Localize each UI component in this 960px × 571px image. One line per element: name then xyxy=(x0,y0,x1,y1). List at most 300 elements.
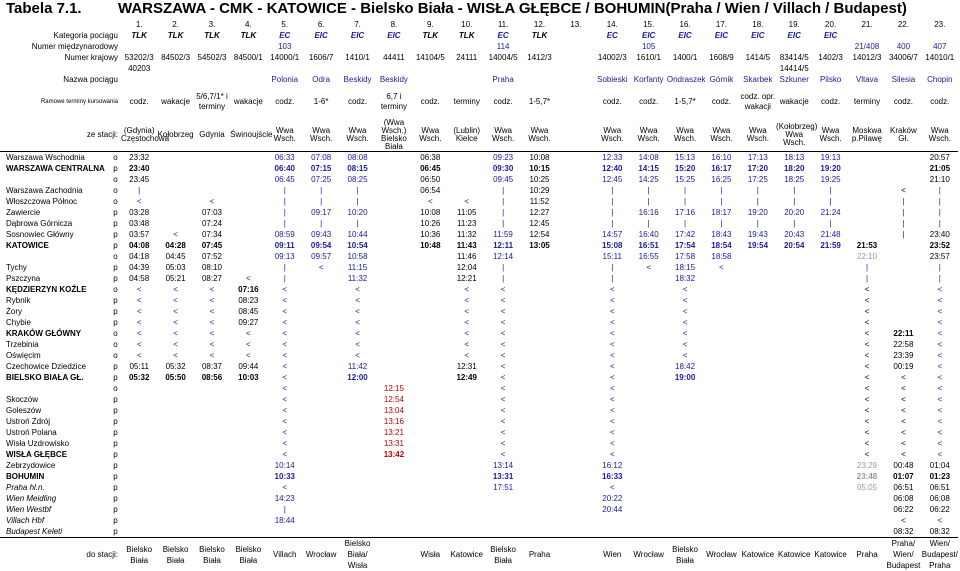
time-cell xyxy=(121,493,157,504)
time-cell: < xyxy=(267,383,303,394)
time-cell: 11:42 xyxy=(339,361,375,372)
cell xyxy=(194,41,230,52)
time-cell xyxy=(812,394,848,405)
time-cell: 08:23 xyxy=(230,295,266,306)
time-cell: | xyxy=(776,185,812,196)
cell: EIC xyxy=(667,30,703,41)
cell: TLK xyxy=(194,30,230,41)
cell xyxy=(412,74,448,85)
time-cell xyxy=(303,526,339,538)
arr-dep-mark: p xyxy=(110,526,121,538)
time-cell xyxy=(630,350,666,361)
time-cell xyxy=(740,295,776,306)
cell xyxy=(230,41,266,52)
time-cell xyxy=(157,416,193,427)
cell xyxy=(521,63,557,74)
time-cell: | xyxy=(922,196,958,207)
time-cell xyxy=(485,504,521,515)
time-cell: 04:45 xyxy=(157,251,193,262)
time-cell xyxy=(703,295,739,306)
time-cell: | xyxy=(776,218,812,229)
time-cell: 06:50 xyxy=(412,174,448,185)
time-cell xyxy=(303,339,339,350)
station-name: Sosnowiec Główny xyxy=(0,229,110,240)
time-cell xyxy=(376,284,412,295)
schedule-row xyxy=(0,91,958,113)
cell: 1610/1 xyxy=(630,52,666,63)
arr-dep-mark: p xyxy=(110,449,121,460)
destination-cell: Bielsko Biała/ Wisła xyxy=(339,538,375,571)
station-row xyxy=(0,284,958,295)
time-cell: 16:51 xyxy=(630,240,666,251)
time-cell: < xyxy=(194,339,230,350)
time-cell: | xyxy=(849,262,885,273)
time-cell: | xyxy=(922,262,958,273)
time-cell xyxy=(812,306,848,317)
time-cell: 17:42 xyxy=(667,229,703,240)
cell: Moskwa p.Pilawę xyxy=(849,119,885,152)
time-cell xyxy=(630,471,666,482)
destination-cell: Wrocław xyxy=(630,538,666,571)
cell xyxy=(157,63,193,74)
time-cell xyxy=(558,328,594,339)
time-cell xyxy=(157,526,193,538)
time-cell: 07:45 xyxy=(194,240,230,251)
time-cell xyxy=(703,306,739,317)
time-cell: < xyxy=(267,405,303,416)
time-cell: 06:54 xyxy=(412,185,448,196)
time-cell xyxy=(667,394,703,405)
station-name: KATOWICE xyxy=(0,240,110,251)
time-cell xyxy=(412,482,448,493)
station-row xyxy=(0,317,958,328)
time-cell: 18:42 xyxy=(667,361,703,372)
time-cell: 13:31 xyxy=(376,438,412,449)
time-cell: 19:20 xyxy=(740,207,776,218)
cell: 84502/3 xyxy=(157,52,193,63)
time-cell: | xyxy=(703,185,739,196)
time-cell: | xyxy=(885,218,921,229)
time-cell xyxy=(776,306,812,317)
time-cell xyxy=(703,449,739,460)
time-cell xyxy=(594,526,630,538)
cell xyxy=(521,41,557,52)
time-cell xyxy=(412,251,448,262)
time-cell xyxy=(121,427,157,438)
time-cell: 04:08 xyxy=(121,240,157,251)
time-cell: | xyxy=(267,196,303,207)
time-cell xyxy=(303,383,339,394)
time-cell: 07:25 xyxy=(303,174,339,185)
time-cell: < xyxy=(194,317,230,328)
time-cell: 13:16 xyxy=(376,416,412,427)
time-cell: < xyxy=(303,262,339,273)
time-cell: 03:48 xyxy=(121,218,157,229)
cell: 83414/5 xyxy=(776,52,812,63)
cell: codz. opr. wakacji xyxy=(740,91,776,113)
time-cell: < xyxy=(849,416,885,427)
time-cell: < xyxy=(449,350,485,361)
time-cell: 15:11 xyxy=(594,251,630,262)
time-cell: < xyxy=(667,295,703,306)
time-cell: 04:58 xyxy=(121,273,157,284)
time-cell xyxy=(630,383,666,394)
time-cell xyxy=(812,361,848,372)
time-cell: < xyxy=(339,284,375,295)
time-cell: 18:43 xyxy=(703,229,739,240)
station-row xyxy=(0,471,958,482)
column-number: 8. xyxy=(376,19,412,30)
time-cell: < xyxy=(922,394,958,405)
time-cell xyxy=(849,526,885,538)
time-cell xyxy=(703,405,739,416)
time-cell xyxy=(449,152,485,164)
cell xyxy=(376,63,412,74)
time-cell xyxy=(703,317,739,328)
time-cell xyxy=(194,493,230,504)
time-cell: < xyxy=(594,339,630,350)
time-cell: | xyxy=(922,207,958,218)
column-number: 4. xyxy=(230,19,266,30)
time-cell xyxy=(740,427,776,438)
time-cell: 09:17 xyxy=(303,207,339,218)
station-name: WISŁA GŁĘBCE xyxy=(0,449,110,460)
time-cell: 12:11 xyxy=(485,240,521,251)
station-row xyxy=(0,262,958,273)
cell: Vltava xyxy=(849,74,885,85)
time-cell: | xyxy=(267,218,303,229)
time-cell: | xyxy=(740,185,776,196)
time-cell: 05:11 xyxy=(121,361,157,372)
cell xyxy=(558,63,594,74)
time-cell: < xyxy=(594,372,630,383)
time-cell: 18:17 xyxy=(703,207,739,218)
time-cell: 22:58 xyxy=(885,339,921,350)
time-cell xyxy=(740,416,776,427)
time-cell xyxy=(412,449,448,460)
cell: codz. xyxy=(485,91,521,113)
cell: 1402/3 xyxy=(812,52,848,63)
time-cell: < xyxy=(922,361,958,372)
time-cell xyxy=(812,438,848,449)
time-cell xyxy=(740,383,776,394)
time-cell xyxy=(230,449,266,460)
time-cell xyxy=(376,306,412,317)
time-cell: 08:32 xyxy=(885,526,921,538)
time-cell xyxy=(412,405,448,416)
time-cell: 18:20 xyxy=(776,163,812,174)
time-cell: | xyxy=(267,504,303,515)
time-cell xyxy=(194,515,230,526)
time-cell xyxy=(630,460,666,471)
time-cell: | xyxy=(667,218,703,229)
station-name: KRAKÓW GŁÓWNY xyxy=(0,328,110,339)
time-cell xyxy=(521,306,557,317)
time-cell: 16:40 xyxy=(630,229,666,240)
time-cell: < xyxy=(922,295,958,306)
arr-dep-mark: o xyxy=(110,328,121,339)
time-cell xyxy=(703,526,739,538)
column-number: 1. xyxy=(121,19,157,30)
station-name: Budapest Keleti xyxy=(0,526,110,538)
cell: Wwa Wsch. xyxy=(339,119,375,152)
time-cell: 00:48 xyxy=(885,460,921,471)
cell xyxy=(885,63,921,74)
time-cell: < xyxy=(485,306,521,317)
time-cell xyxy=(449,438,485,449)
time-cell xyxy=(376,361,412,372)
time-cell xyxy=(740,504,776,515)
time-cell xyxy=(339,438,375,449)
time-cell: 18:25 xyxy=(776,174,812,185)
time-cell: < xyxy=(849,438,885,449)
time-cell xyxy=(376,372,412,383)
time-cell xyxy=(558,526,594,538)
time-cell: 16:33 xyxy=(594,471,630,482)
arr-dep-mark: p xyxy=(110,515,121,526)
time-cell xyxy=(303,394,339,405)
time-cell: | xyxy=(339,185,375,196)
time-cell: 10:03 xyxy=(230,372,266,383)
arr-dep-mark: p xyxy=(110,405,121,416)
time-cell: < xyxy=(485,328,521,339)
time-cell: 10:08 xyxy=(521,152,557,164)
time-cell: < xyxy=(267,361,303,372)
time-cell xyxy=(376,471,412,482)
time-cell xyxy=(703,339,739,350)
cell xyxy=(157,41,193,52)
time-cell: | xyxy=(594,207,630,218)
time-cell xyxy=(412,394,448,405)
time-cell: < xyxy=(849,350,885,361)
time-cell xyxy=(849,163,885,174)
time-cell: | xyxy=(485,273,521,284)
cell: Silesia xyxy=(885,74,921,85)
time-cell: 16:17 xyxy=(703,163,739,174)
spacer-cell xyxy=(0,19,121,30)
cell: Wwa Wsch. xyxy=(740,119,776,152)
cell: wakacje xyxy=(157,91,193,113)
time-cell: < xyxy=(485,427,521,438)
time-cell: 06:22 xyxy=(922,504,958,515)
time-cell xyxy=(558,394,594,405)
time-cell: < xyxy=(157,229,193,240)
time-cell xyxy=(521,383,557,394)
time-cell: 06:08 xyxy=(922,493,958,504)
time-cell: 07:24 xyxy=(194,218,230,229)
time-cell xyxy=(157,438,193,449)
time-cell: 12:45 xyxy=(594,174,630,185)
cell: codz. xyxy=(412,91,448,113)
time-cell: | xyxy=(594,196,630,207)
time-cell xyxy=(449,515,485,526)
destination-cell: Bielsko Biała xyxy=(157,538,193,571)
time-cell xyxy=(630,339,666,350)
time-cell: | xyxy=(630,185,666,196)
time-cell: < xyxy=(885,449,921,460)
time-cell xyxy=(776,493,812,504)
time-cell xyxy=(703,471,739,482)
time-cell xyxy=(776,317,812,328)
time-cell: 12:14 xyxy=(485,251,521,262)
time-cell: < xyxy=(922,383,958,394)
time-cell xyxy=(812,273,848,284)
cell xyxy=(449,74,485,85)
time-cell xyxy=(776,438,812,449)
train-name-row xyxy=(0,74,958,85)
time-cell: < xyxy=(267,394,303,405)
cell xyxy=(339,63,375,74)
time-cell xyxy=(230,218,266,229)
time-cell xyxy=(885,284,921,295)
arr-dep-mark: p xyxy=(110,317,121,328)
time-cell: | xyxy=(485,185,521,196)
time-cell: 05:21 xyxy=(157,273,193,284)
time-cell xyxy=(521,273,557,284)
time-cell: 09:45 xyxy=(485,174,521,185)
time-cell xyxy=(740,284,776,295)
time-cell: 09:54 xyxy=(303,240,339,251)
time-cell xyxy=(776,383,812,394)
time-cell xyxy=(230,416,266,427)
column-number: 18. xyxy=(740,19,776,30)
time-cell xyxy=(303,460,339,471)
time-cell: 18:13 xyxy=(776,152,812,164)
time-cell: 13:42 xyxy=(376,449,412,460)
station-name: Oświęcim xyxy=(0,350,110,361)
time-cell xyxy=(812,504,848,515)
destination-cell: Wien xyxy=(594,538,630,571)
time-cell: < xyxy=(267,482,303,493)
time-cell xyxy=(303,493,339,504)
time-cell: < xyxy=(667,350,703,361)
time-cell: < xyxy=(339,306,375,317)
time-cell xyxy=(449,416,485,427)
arr-dep-mark: p xyxy=(110,240,121,251)
time-cell xyxy=(230,394,266,405)
time-cell: 17:58 xyxy=(667,251,703,262)
time-cell xyxy=(521,482,557,493)
time-cell xyxy=(703,482,739,493)
time-cell: 09:30 xyxy=(485,163,521,174)
time-cell: 06:40 xyxy=(267,163,303,174)
cell xyxy=(121,74,157,85)
time-cell xyxy=(776,449,812,460)
time-cell xyxy=(849,515,885,526)
time-cell xyxy=(740,350,776,361)
time-cell xyxy=(630,328,666,339)
time-cell: | xyxy=(339,218,375,229)
time-cell: 06:51 xyxy=(885,482,921,493)
time-cell xyxy=(521,372,557,383)
time-cell: | xyxy=(922,185,958,196)
time-cell xyxy=(849,504,885,515)
time-cell: 13:31 xyxy=(485,471,521,482)
time-cell xyxy=(376,207,412,218)
time-cell: < xyxy=(267,317,303,328)
time-cell: < xyxy=(194,295,230,306)
time-cell: < xyxy=(922,317,958,328)
time-cell: 13:05 xyxy=(521,240,557,251)
cell: EIC xyxy=(303,30,339,41)
time-cell: < xyxy=(849,394,885,405)
cell xyxy=(303,41,339,52)
time-cell: 20:20 xyxy=(776,207,812,218)
time-cell xyxy=(230,196,266,207)
destination-cell: Wrocław xyxy=(303,538,339,571)
time-cell xyxy=(776,405,812,416)
cell xyxy=(558,119,594,152)
time-cell xyxy=(776,350,812,361)
time-cell xyxy=(885,152,921,164)
time-cell: 11:43 xyxy=(449,240,485,251)
time-cell xyxy=(121,438,157,449)
time-cell xyxy=(740,526,776,538)
column-number: 9. xyxy=(412,19,448,30)
column-number: 20. xyxy=(812,19,848,30)
time-cell xyxy=(303,405,339,416)
time-cell xyxy=(703,350,739,361)
cell: Szkuner xyxy=(776,74,812,85)
time-cell: < xyxy=(885,383,921,394)
time-cell: < xyxy=(485,416,521,427)
time-cell: < xyxy=(922,284,958,295)
time-cell: 05:05 xyxy=(849,482,885,493)
intl-number-row xyxy=(0,41,958,52)
time-cell xyxy=(157,218,193,229)
time-cell: < xyxy=(230,350,266,361)
cell: codz. xyxy=(812,91,848,113)
time-cell xyxy=(776,427,812,438)
cell: 1410/1 xyxy=(339,52,375,63)
time-cell: 08:56 xyxy=(194,372,230,383)
time-cell: 15:13 xyxy=(667,152,703,164)
station-name: Ustroń Zdrój xyxy=(0,416,110,427)
station-row xyxy=(0,427,958,438)
time-cell: 08:15 xyxy=(339,163,375,174)
time-cell xyxy=(849,152,885,164)
time-cell xyxy=(521,284,557,295)
time-cell: 23:45 xyxy=(121,174,157,185)
time-cell: < xyxy=(449,306,485,317)
destination-cell: Bielsko Biała xyxy=(667,538,703,571)
time-cell xyxy=(667,515,703,526)
cell: Beskidy xyxy=(376,74,412,85)
timetable xyxy=(0,19,958,571)
cell: 14004/5 xyxy=(485,52,521,63)
station-row xyxy=(0,328,958,339)
time-cell xyxy=(630,504,666,515)
time-cell: 14:25 xyxy=(630,174,666,185)
cell: 14002/3 xyxy=(594,52,630,63)
time-cell xyxy=(740,449,776,460)
cell: 114 xyxy=(485,41,521,52)
time-cell: < xyxy=(121,284,157,295)
time-cell: < xyxy=(667,284,703,295)
time-cell xyxy=(157,174,193,185)
time-cell xyxy=(849,196,885,207)
destination-cell xyxy=(558,538,594,571)
time-cell: 08:59 xyxy=(267,229,303,240)
time-cell xyxy=(703,416,739,427)
time-cell: 05:03 xyxy=(157,262,193,273)
time-cell xyxy=(812,526,848,538)
time-cell: 10:54 xyxy=(339,240,375,251)
time-cell: < xyxy=(485,284,521,295)
time-cell xyxy=(521,394,557,405)
time-cell xyxy=(521,405,557,416)
time-cell: | xyxy=(812,185,848,196)
